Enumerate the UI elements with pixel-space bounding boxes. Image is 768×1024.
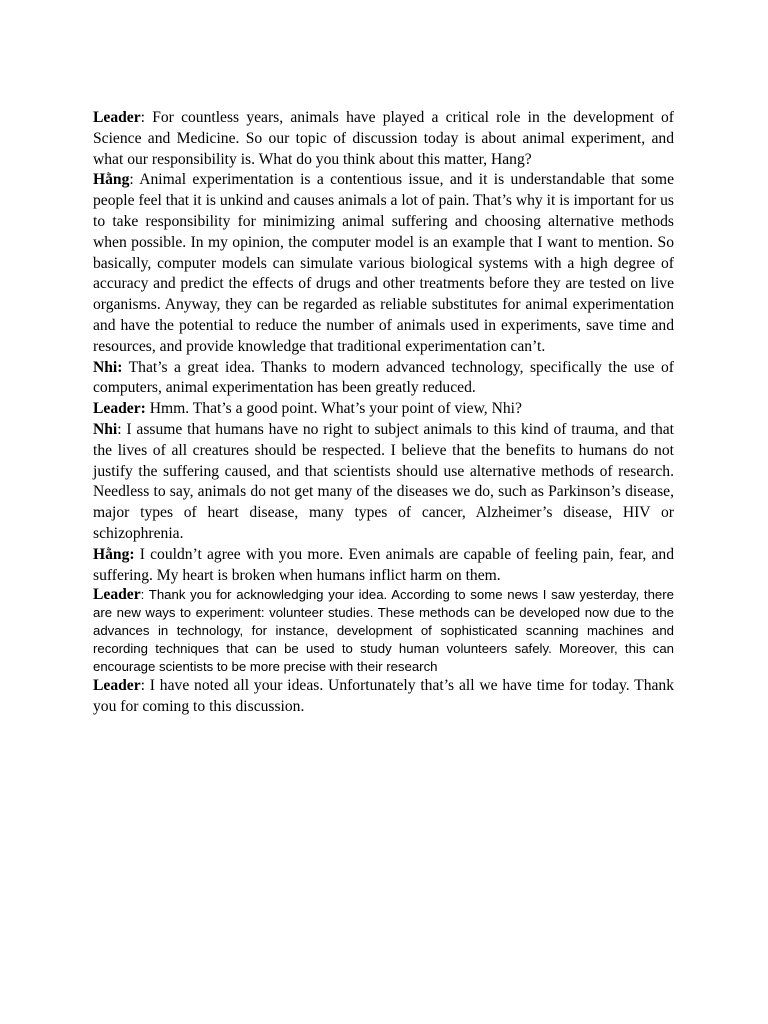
dialogue-paragraph-leader-question (93, 399, 674, 420)
dialogue-text: I have noted all your ideas. Unfortunately that’s all we have time for today. Thank you for coming to this discussion. (93, 677, 675, 716)
dialogue-text: For countless years, animals have played a critical role in the development of Science and Medicine. So our topic of discussion today is about animal experiment, and what our responsibility is. What do you think about this matter, Hang? (93, 109, 674, 168)
speaker-separator: : (129, 171, 140, 189)
dialogue-text: I assume that humans have no right to subject animals to this kind of trauma, and that the lives of all creatures should be respected. I believe that the benefits to humans do not justify the suffering caused, and that scientists should use alternative methods of research. Needless to say, animals do not get many of the diseases we do, such as Parkinson’s disease, major types of heart disease, many types of cancer, Alzheimer’s disease, HIV or schizophrenia. (93, 420, 674, 542)
speaker-name: Nhi (93, 420, 118, 438)
speaker-name: Leader (93, 109, 141, 126)
speaker-name: Leader (93, 586, 141, 604)
dialogue-text: Thank you for acknowledging your idea. According to some news I saw yesterday, there are new ways to experiment: volunteer studies. These methods can be developed now due to the advances in technology, for instance, development of sophisticated scanning machines and recording techniques that can be used to study human volunteers safely. Moreover, this can encourage scientists to be more precise with their research (93, 587, 674, 675)
dialogue-paragraph-nhi-agree (93, 358, 674, 400)
dialogue-paragraph-nhi-opinion (93, 420, 674, 545)
dialogue-text: Hmm. That’s a good point. What’s your point of view, Nhi? (149, 400, 522, 418)
document-page (93, 108, 674, 718)
speaker-name: Hằng (93, 171, 130, 189)
speaker-name: Hằng: (93, 545, 135, 563)
dialogue-paragraph-hang-agree (93, 545, 674, 587)
dialogue-text: I couldn’t agree with you more. Even animals are capable of feeling pain, fear, and suffering. My heart is broken when humans inflict harm on them. (93, 545, 674, 584)
dialogue-text: That’s a great idea. Thanks to modern advanced technology, specifically the use of computers, animal experimentation has been greatly reduced. (93, 358, 674, 397)
speaker-name: Nhi: (93, 358, 123, 376)
speaker-separator: : (140, 109, 153, 126)
dialogue-paragraph-leader-intro (93, 108, 674, 170)
dialogue-paragraph-leader-volunteer-studies (93, 586, 674, 676)
speaker-name: Leader (93, 677, 141, 695)
speaker-separator: : (140, 677, 150, 695)
dialogue-text: Animal experimentation is a contentious issue, and it is understandable that some people feel that it is unkind and causes animals a lot of pain. That’s why it is important for us to take responsibility for minimizing animal suffering and choosing alternative methods when possible. In my opinion, the computer model is an example that I want to mention. So basically, computer models can simulate various biological systems with a high degree of accuracy and predict the effects of drugs and other treatments before they are tested on live organisms. Anyway, they can be regarded as reliable substitutes for animal experimentation and have the potential to reduce the number of animals used in experiments, save time and resources, and provide knowledge that traditional experimentation can’t. (93, 171, 674, 355)
speaker-name: Leader: (93, 400, 146, 418)
dialogue-paragraph-hang-computer-models (93, 170, 674, 357)
dialogue-paragraph-leader-closing (93, 676, 674, 718)
speaker-separator: : (140, 587, 149, 603)
speaker-separator: : (117, 420, 127, 438)
